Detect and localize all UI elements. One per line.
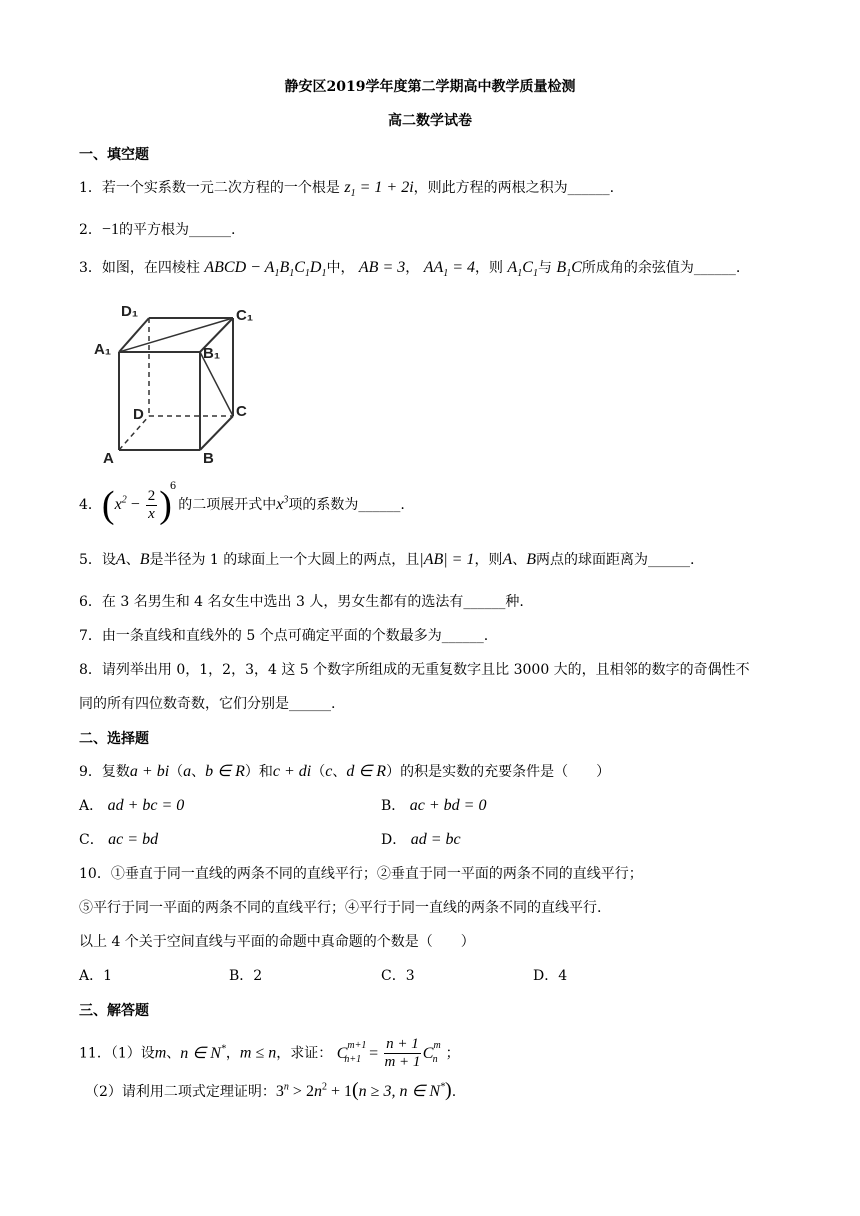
question-8-line-1: 8．请列举出用 0，1，2，3，4 这 5 个数字所组成的无重复数字且比 3000 大的，且相邻的数字的奇偶性不 (79, 662, 750, 678)
question-6: 6．在 3 名男生和 4 名女生中选出 3 人，男女生都有的选法有______种. (79, 594, 524, 610)
question-10-line-1: 10．①垂直于同一直线的两条不同的直线平行；②垂直于同一平面的两条不同的直线平行； (79, 866, 643, 882)
question-1: 1．若一个实系数一元二次方程的一个根是 $z_1 = 1 + 2i$，则此方程的两根之积为______. (79, 179, 615, 200)
q10-option-a[interactable]: A．1 (79, 968, 113, 984)
q10-option-b[interactable]: B．2 (229, 968, 263, 984)
q9-option-c[interactable]: C． ac = bd (79, 831, 159, 848)
label-B: B (203, 450, 214, 467)
q10-option-d[interactable]: D．4 (533, 968, 568, 984)
section-fill-blank: 一、填空题 (79, 147, 149, 163)
label-C: C (236, 403, 247, 420)
section-choice: 二、选择题 (79, 731, 149, 747)
label-A: A (103, 450, 114, 467)
q10-option-c[interactable]: C．3 (381, 968, 415, 984)
q9-option-d[interactable]: D． ad = bc (381, 831, 461, 848)
question-2: 2．−1的平方根为______. (79, 221, 236, 238)
question-10-line-3: 以上 4 个关于空间直线与平面的命题中真命题的个数是（ ） (79, 934, 475, 950)
section-answer: 三、解答题 (79, 1003, 149, 1019)
q9-option-b[interactable]: B． ac + bd = 0 (381, 797, 487, 814)
question-5: 5．设A、B是半径为 1 的球面上一个大圆上的两点，且|AB| = 1，则A、B两点的球面距离为______. (79, 551, 695, 568)
label-D1: D₁ (121, 303, 139, 320)
question-11-part-1: 11．（1）设m、n ∈ N*，m ≤ n，求证： $C^{m+1}_{n+1}$ = $\frac{n + 1}{m + 1}$ $C^m_n$ ； (79, 1036, 460, 1070)
question-9: 9．复数a + bi（a、b ∈ R）和c + di（c、d ∈ R）的积是实数的充要条件是（ ） (79, 763, 611, 780)
question-4: 4．($x^2$ − $\frac{2}{x}$ )$^6$的二项展开式中$x^3$项的系数为______. (79, 481, 405, 526)
math-root: $z_1 = 1 + 2i$ (344, 179, 414, 200)
question-3: 3．如图，在四棱柱 ABCD − $A_1B_1C_1D_1$中， AB = 3， $AA_1 = 4$，则 $A_1C_1$与 $B_1C$所成角的余弦值为______. (79, 259, 741, 280)
math-neg-one: −1 (101, 221, 119, 238)
question-11-part-2: （2）请利用二项式定理证明：$3^n > 2n^2 + 1(n \ge 3$, n ∈ N*). (85, 1079, 457, 1101)
label-B1: B₁ (203, 345, 221, 362)
label-C1: C₁ (236, 307, 254, 324)
exam-title: 静安区2019学年度第二学期高中教学质量检测 (284, 79, 576, 95)
question-10-line-2: ⑤平行于同一平面的两条不同的直线平行；④平行于同一直线的两条不同的直线平行. (79, 900, 602, 916)
label-A1: A₁ (94, 341, 112, 358)
question-8-line-2: 同的所有四位数奇数，它们分别是______. (79, 696, 336, 712)
question-7: 7．由一条直线和直线外的 5 个点可确定平面的个数最多为______. (79, 628, 489, 644)
q9-option-a[interactable]: A． ad + bc = 0 (79, 797, 185, 814)
label-D: D (133, 406, 144, 423)
prism-figure (91, 298, 266, 470)
exam-subtitle: 高二数学试卷 (388, 113, 472, 129)
